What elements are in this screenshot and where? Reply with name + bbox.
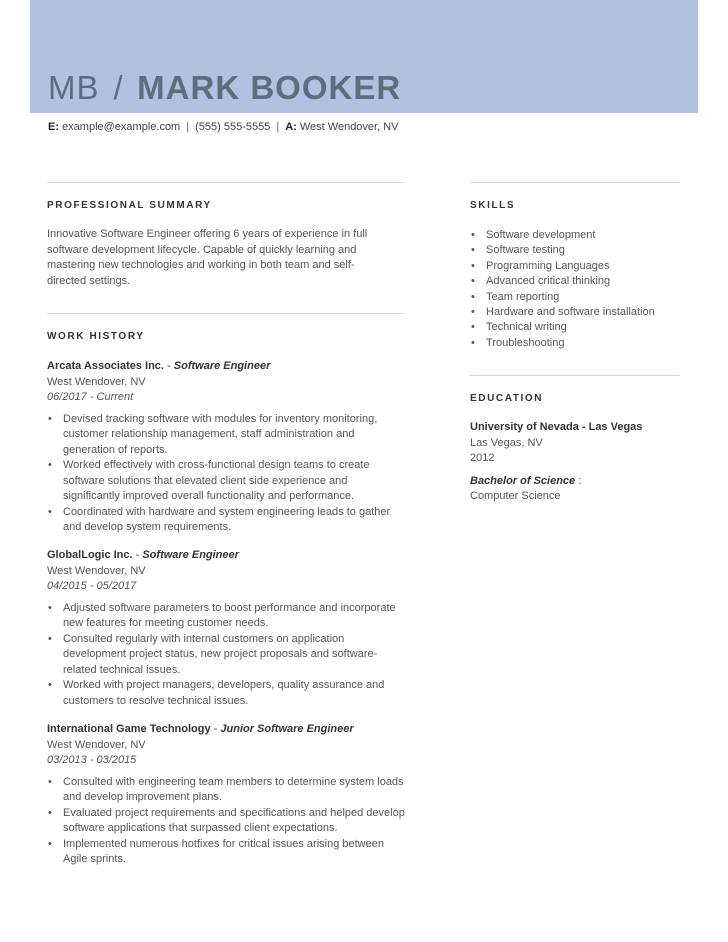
job-bullets bbox=[47, 601, 407, 710]
job-dash: - bbox=[210, 723, 221, 735]
education-entry bbox=[470, 420, 690, 505]
job-title-line bbox=[47, 722, 407, 738]
job-title-line bbox=[47, 548, 407, 564]
section-title-education: EDUCATION bbox=[470, 393, 544, 404]
school-location: Las Vegas, NV bbox=[470, 436, 543, 449]
skill-item: • Software testing bbox=[470, 243, 690, 258]
full-name: MARK BOOKER bbox=[137, 69, 402, 106]
job-bullet: • Adjusted software parameters to boost performance and incorporate new features for meeting customer needs. bbox=[47, 601, 407, 632]
job-bullet: • Consulted with engineering team members to determine system loads and develop improvement plans. bbox=[47, 775, 407, 806]
degree-line bbox=[470, 474, 690, 490]
phone-value: (555) 555-5555 bbox=[195, 121, 271, 133]
contact-separator: | bbox=[186, 121, 190, 133]
divider bbox=[470, 375, 680, 376]
summary-text: Innovative Software Engineer offering 6 years of experience in full software development lifecycle. Capable of quickly learning and mastering new technologies and working in both team and self-directed settings. bbox=[47, 228, 368, 287]
school-name: University of Nevada - Las Vegas bbox=[470, 421, 643, 433]
name-separator: / bbox=[113, 69, 124, 106]
job-company: GlobalLogic Inc. bbox=[47, 549, 133, 561]
job-dates: 04/2015 - 05/2017 bbox=[47, 580, 137, 592]
job-title-line bbox=[47, 359, 407, 375]
address-label: A: bbox=[285, 121, 297, 133]
skill-item: • Team reporting bbox=[470, 290, 690, 305]
job-bullet: • Coordinated with hardware and system engineering leads to gather and develop system requirements. bbox=[47, 505, 407, 536]
contact-separator: | bbox=[276, 121, 280, 133]
job-entry bbox=[47, 548, 407, 709]
contact-line bbox=[48, 120, 399, 134]
job-dash: - bbox=[132, 549, 143, 561]
job-company: Arcata Associates Inc. bbox=[47, 360, 164, 372]
address-value: West Wendover, NV bbox=[299, 121, 399, 133]
job-dash: - bbox=[163, 360, 174, 372]
skill-item: • Hardware and software installation bbox=[470, 305, 690, 320]
email-label: E: bbox=[48, 121, 59, 133]
section-title-skills: SKILLS bbox=[470, 200, 516, 211]
section-title-summary: PROFESSIONAL SUMMARY bbox=[47, 200, 212, 211]
job-bullets bbox=[47, 775, 407, 868]
job-location: West Wendover, NV bbox=[47, 738, 146, 751]
job-entry bbox=[47, 722, 407, 868]
skill-item: • Technical writing bbox=[470, 320, 690, 335]
job-bullet: • Evaluated project requirements and specifications and helped develop software applications that surpassed client expectations. bbox=[47, 806, 407, 837]
skill-item: • Programming Languages bbox=[470, 259, 690, 274]
job-bullet: • Worked with project managers, developers, quality assurance and customers to resolve technical issues. bbox=[47, 678, 407, 709]
job-location: West Wendover, NV bbox=[47, 375, 146, 388]
job-role: Software Engineer bbox=[142, 549, 239, 561]
job-role: Software Engineer bbox=[173, 360, 271, 372]
field-of-study: Computer Science bbox=[470, 490, 561, 502]
job-company: International Game Technology bbox=[47, 723, 211, 735]
job-role: Junior Software Engineer bbox=[220, 723, 354, 735]
divider bbox=[47, 313, 404, 314]
job-bullet: • Worked effectively with cross-functional design teams to create software solutions that elevated client side experience and significantly improved overall functionality and performance. bbox=[47, 458, 407, 505]
job-location: West Wendover, NV bbox=[47, 564, 146, 577]
job-dates: 03/2013 - 03/2015 bbox=[47, 754, 137, 766]
skill-item: • Advanced critical thinking bbox=[470, 274, 690, 289]
divider bbox=[470, 182, 680, 183]
job-entry bbox=[47, 359, 407, 536]
skills-list bbox=[470, 228, 690, 351]
job-bullet: • Implemented numerous hotfixes for critical issues arising between Agile sprints. bbox=[47, 837, 407, 868]
degree-separator: : bbox=[575, 474, 582, 487]
name-heading bbox=[48, 70, 401, 110]
degree-name: Bachelor of Science bbox=[470, 474, 576, 487]
skill-item: • Troubleshooting bbox=[470, 336, 690, 351]
section-title-work-history: WORK HISTORY bbox=[47, 331, 145, 342]
job-bullet: • Devised tracking software with modules for inventory monitoring, customer relationship management, staff administration and generation of reports. bbox=[47, 412, 407, 459]
job-dates: 06/2017 - Current bbox=[47, 391, 134, 403]
initials: MB bbox=[48, 69, 100, 106]
job-bullets bbox=[47, 412, 407, 536]
email-value: example@example.com bbox=[62, 121, 181, 133]
graduation-year: 2012 bbox=[470, 452, 495, 464]
divider bbox=[47, 182, 404, 183]
job-bullet: • Consulted regularly with internal customers on application development project status, new project proposals and software-related technical issues. bbox=[47, 632, 407, 679]
skill-item: • Software development bbox=[470, 228, 690, 243]
